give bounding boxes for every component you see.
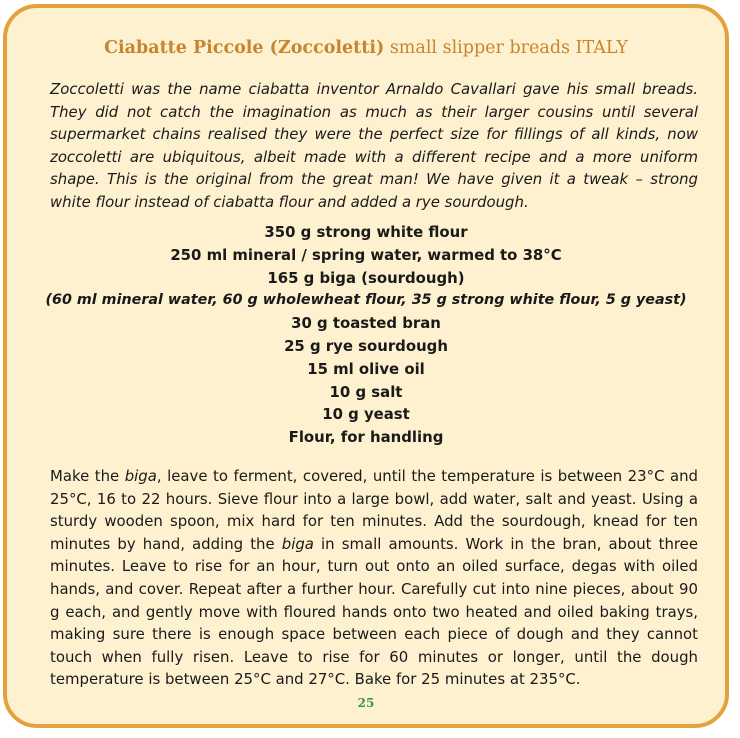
method-part: in small amounts. Work in the bran, about three minutes. Leave to rise for an hour, turn out onto an oiled surface, degas with oiled hands, and cover. Repeat after a further hour. Carefully cut into nine pieces, about 90 g each, and gently move with floured hands onto two heated and oiled baking trays, making sure there is enough space between each piece of dough and they cannot touch when fully risen. Leave to rise for 60 minutes or longer, until the dough temperature is between 25°C and 27°C. Bake for 25 minutes at 235°C.	[50, 534, 698, 689]
method-part: Make the	[50, 467, 125, 485]
ingredient-item: 350 g strong white flour	[264, 223, 468, 241]
recipe-title-name: Ciabatte Piccole (Zoccoletti)	[104, 38, 385, 58]
ingredient-item: 165 g biga (sourdough)	[267, 268, 465, 287]
ingredient-item: 10 g salt	[329, 382, 403, 401]
page-number: 25	[357, 696, 375, 710]
recipe-card	[3, 4, 729, 728]
ingredient-item: Flour, for handling	[288, 428, 444, 447]
method-part: , leave to ferment, covered, until the temperature is between 23°C and 25°C, 16 to 22 hours. Sieve flour into a large bowl, add water, salt and yeast. Using a sturdy wooden spoon, mix hard for ten minutes. Add the sourdough, knead for ten minutes by hand, adding the	[50, 467, 698, 553]
recipe-intro: Zoccoletti was the name ciabatta inventor Arnaldo Cavallari gave his small breads. They did not catch the imagination as much as their larger cousins until several supermarket chains realised they were the perfect size for fillings of all kinds, now zoccoletti are ubiquitous, albeit made with a different recipe and a more uniform shape. This is the original from the great man! We have given it a tweak – strong white flour instead of ciabatta flour and added a rye sourdough.	[50, 80, 698, 211]
method-text	[50, 465, 698, 691]
recipe-title	[7, 38, 725, 58]
method-biga-term: biga	[281, 534, 314, 553]
ingredient-item: 10 g yeast	[322, 405, 410, 424]
ingredient-list	[7, 221, 725, 449]
ingredient-item: 25 g rye sourdough	[284, 336, 448, 355]
method-biga-term: biga	[124, 467, 157, 485]
biga-note: (60 ml mineral water, 60 g wholewheat flour, 35 g strong white flour, 5 g yeast)	[45, 292, 687, 309]
recipe-title-subtitle: small slipper breads ITALY	[389, 38, 628, 58]
ingredient-item: 250 ml mineral / spring water, warmed to 38°C	[170, 245, 562, 264]
ingredient-item: 15 ml olive oil	[307, 359, 425, 378]
ingredient-item: 30 g toasted bran	[291, 314, 441, 333]
